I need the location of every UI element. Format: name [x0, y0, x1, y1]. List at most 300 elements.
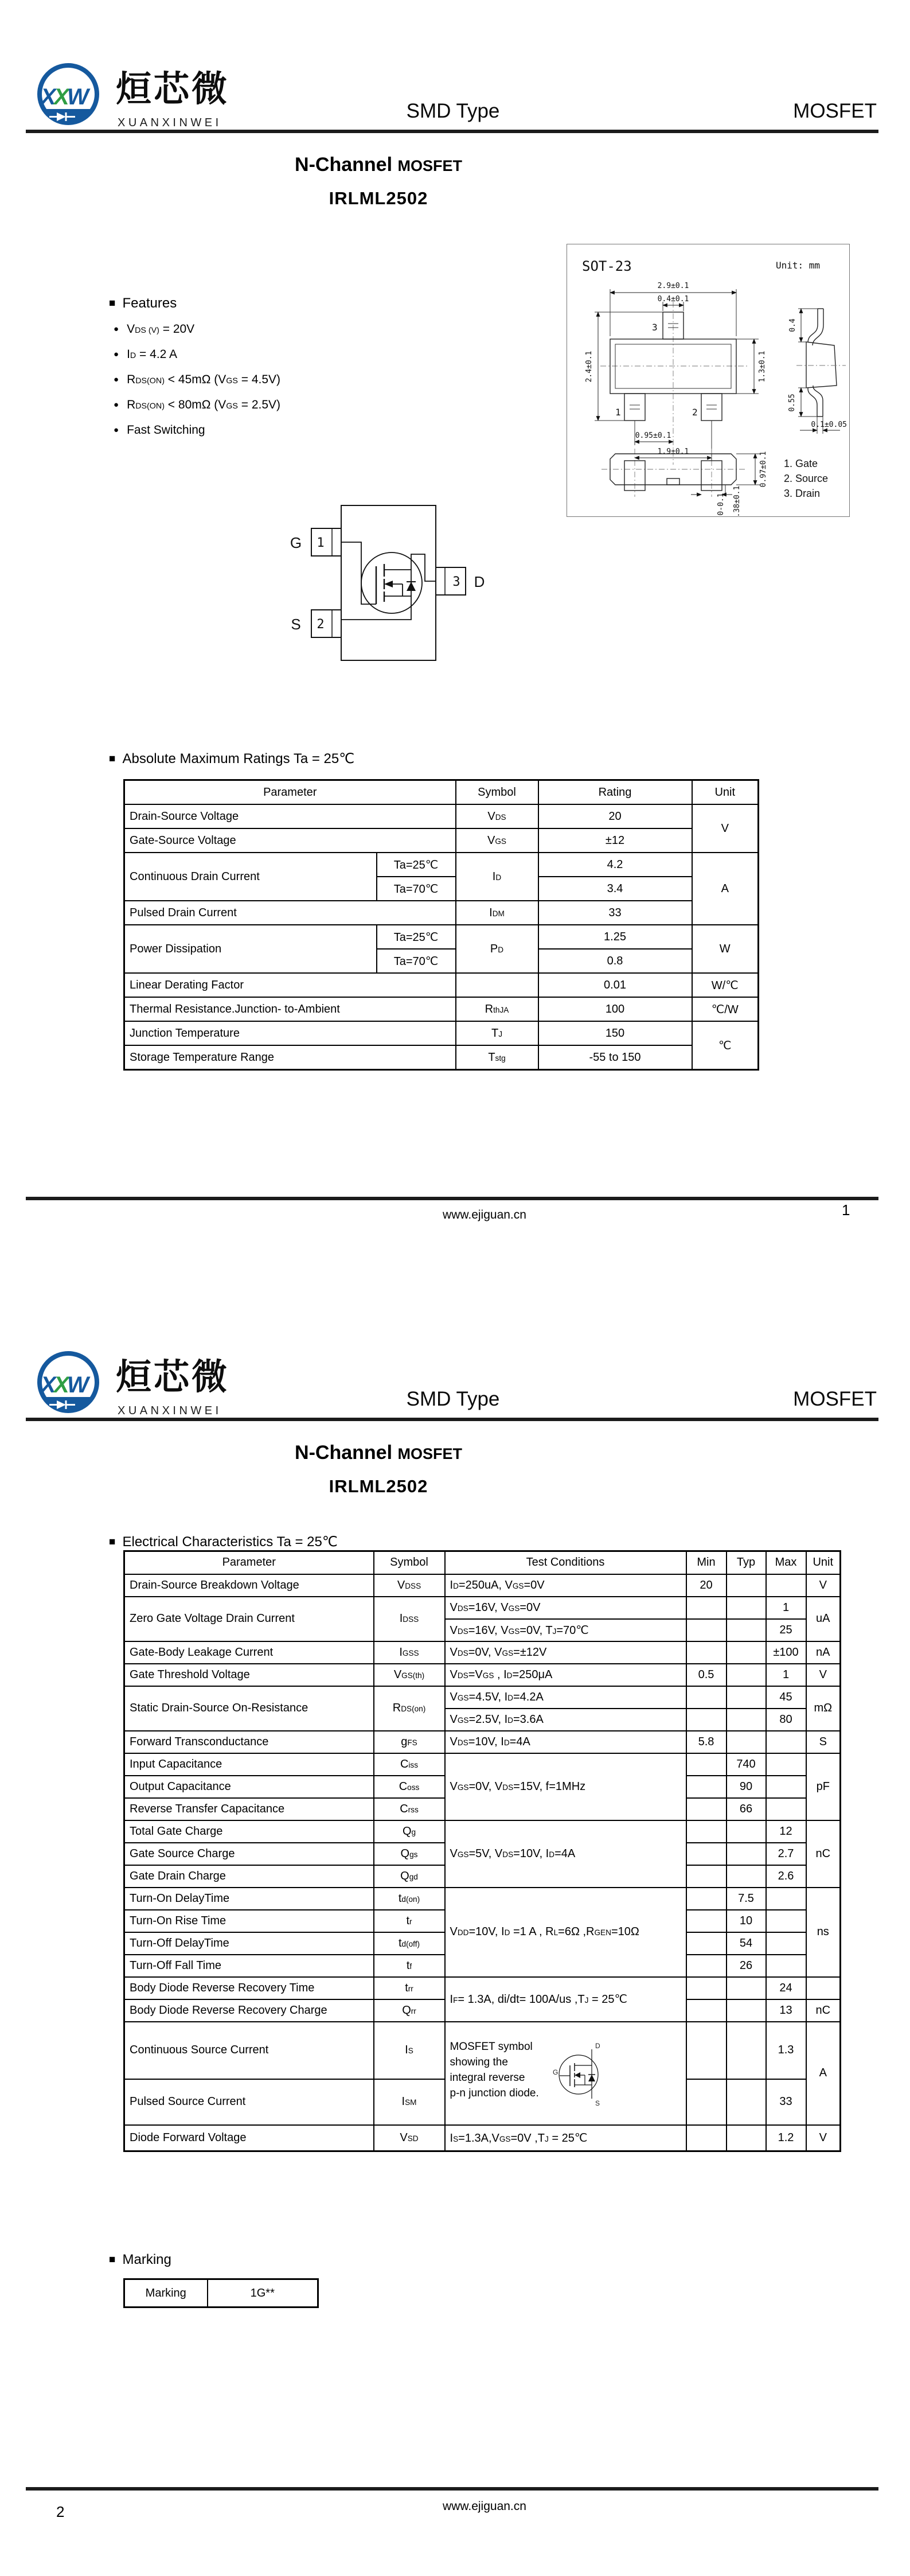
cell — [686, 1999, 727, 2022]
cell: Ciss — [374, 1753, 445, 1776]
unit-note: Unit: mm — [776, 260, 821, 271]
cell: Linear Derating Factor — [124, 973, 456, 997]
cell: W/℃ — [692, 973, 759, 997]
cell: PD — [456, 925, 538, 973]
table-row — [124, 925, 759, 949]
brand-name-en: XUANXINWEI — [118, 1404, 222, 1417]
col-unit: Unit — [692, 780, 759, 805]
dot-bullet-icon: ● — [114, 425, 119, 435]
cell: Gate Threshold Voltage — [124, 1664, 374, 1686]
header-type-label: SMD Type — [406, 100, 500, 122]
cell: Drain-Source Breakdown Voltage — [124, 1574, 374, 1597]
cell — [456, 973, 538, 997]
cell: Gate-Source Voltage — [124, 828, 456, 853]
cell: 13 — [766, 1999, 806, 2022]
header-device-label: MOSFET — [793, 1388, 877, 1410]
cell — [686, 1843, 727, 1865]
marking-heading: ■ Marking — [109, 2252, 171, 2267]
cell: 20 — [686, 1574, 727, 1597]
cell: 26 — [727, 1955, 766, 1977]
cell: Gate Drain Charge — [124, 1865, 374, 1888]
cell: 2.6 — [766, 1865, 806, 1888]
cell: 12 — [766, 1820, 806, 1843]
dim-body-inner: 1.3±0.1 — [758, 351, 767, 383]
table-row — [124, 1045, 759, 1070]
cell — [686, 1597, 727, 1619]
electrical-characteristics-table — [123, 1550, 841, 2152]
cell — [727, 2125, 766, 2151]
cell — [766, 1574, 806, 1597]
cell: V — [692, 804, 759, 853]
table-row — [124, 828, 759, 853]
package-drawing — [567, 244, 850, 517]
cell — [686, 1955, 727, 1977]
table-row — [124, 1664, 841, 1686]
cell: VDSS — [374, 1574, 445, 1597]
cell: gFS — [374, 1731, 445, 1753]
page-2 — [0, 1288, 910, 2576]
cell: S — [806, 1731, 841, 1753]
table-row — [124, 2279, 318, 2307]
cell: Reverse Transfer Capacitance — [124, 1798, 374, 1820]
drain-letter: D — [474, 573, 485, 590]
cell: ℃ — [692, 1021, 759, 1070]
cell: VGS(th) — [374, 1664, 445, 1686]
cell — [727, 1641, 766, 1664]
cell — [766, 1776, 806, 1798]
ec-heading: ■ Electrical Characteristics Ta = 25℃ — [109, 1534, 338, 1550]
cell: 80 — [766, 1709, 806, 1731]
cell — [686, 1865, 727, 1888]
dim-body-height: 2.4±0.1 — [585, 351, 593, 383]
table-row — [124, 1597, 841, 1619]
cell — [766, 1798, 806, 1820]
cell: 90 — [727, 1776, 766, 1798]
cell: Ta=70℃ — [377, 877, 456, 901]
cell — [727, 1977, 766, 1999]
side-view — [788, 309, 847, 434]
cell: 4.2 — [538, 853, 692, 877]
cell — [686, 1709, 727, 1731]
marking-value: 1G** — [208, 2279, 318, 2307]
package-name: SOT-23 — [582, 258, 632, 274]
cell: Forward Transconductance — [124, 1731, 374, 1753]
pin1-label: 1 — [317, 536, 325, 550]
footer-website: www.ejiguan.cn — [443, 2500, 526, 2513]
cell: Storage Temperature Range — [124, 1045, 456, 1070]
cell: 7.5 — [727, 1888, 766, 1910]
square-bullet-icon: ■ — [109, 2254, 116, 2266]
table-row — [124, 901, 759, 925]
cell: mΩ — [806, 1686, 841, 1731]
cell: 10 — [727, 1910, 766, 1932]
cell: trr — [374, 1977, 445, 1999]
cell: VSD — [374, 2125, 445, 2151]
mini-gate-label: G — [552, 2068, 559, 2076]
cell: 24 — [766, 1977, 806, 1999]
pin-list-item: 3. Drain — [784, 488, 821, 499]
cell: Crss — [374, 1798, 445, 1820]
cell: -55 to 150 — [538, 1045, 692, 1070]
cell — [727, 1843, 766, 1865]
bottom-view — [602, 449, 768, 516]
pin1-number: 1 — [615, 407, 621, 418]
cell: 54 — [727, 1932, 766, 1955]
cell — [727, 1999, 766, 2022]
cell: IDSS — [374, 1597, 445, 1641]
cell: 1.2 — [766, 2125, 806, 2151]
cell: ID — [456, 853, 538, 901]
mini-mosfet-symbol-icon — [547, 2039, 616, 2108]
cell: Static Drain-Source On-Resistance — [124, 1686, 374, 1731]
page-number: 1 — [842, 1201, 850, 1219]
dim-pitch: 0.95±0.1 — [635, 431, 671, 440]
header-rule — [26, 1418, 878, 1421]
source-letter: S — [291, 616, 301, 633]
cell — [686, 1753, 727, 1776]
cell: 1.25 — [538, 925, 692, 949]
cell: Body Diode Reverse Recovery Charge — [124, 1999, 374, 2022]
col-max: Max — [766, 1551, 806, 1574]
mini-drain-label: D — [595, 2041, 600, 2050]
pin-list — [784, 458, 828, 499]
cell — [766, 1753, 806, 1776]
table-row — [124, 2022, 841, 2079]
feature-item: ● Fast Switching — [114, 423, 205, 437]
cell: 100 — [538, 997, 692, 1021]
logo-letter: X — [41, 84, 56, 110]
cell: Gate Source Charge — [124, 1843, 374, 1865]
marking-table — [123, 2278, 319, 2308]
doc-title: N-Channel MOSFET — [295, 1442, 462, 1464]
col-conditions: Test Conditions — [445, 1551, 686, 1574]
cell: 3.4 — [538, 877, 692, 901]
cell — [727, 1574, 766, 1597]
cell — [727, 1731, 766, 1753]
cell — [686, 2079, 727, 2125]
cell: A — [806, 2022, 841, 2125]
table-row — [124, 1731, 841, 1753]
body-diode-note — [450, 2039, 681, 2108]
cell: Pulsed Source Current — [124, 2079, 374, 2125]
cell: Qrr — [374, 1999, 445, 2022]
cell: Turn-On Rise Time — [124, 1910, 374, 1932]
table-header-row — [124, 1551, 841, 1574]
cell — [686, 2125, 727, 2151]
header-device-label: MOSFET — [793, 100, 877, 122]
square-bullet-icon: ■ — [109, 753, 116, 765]
abs-max-ratings-table — [123, 779, 759, 1071]
cell: pF — [806, 1753, 841, 1820]
dot-bullet-icon: ● — [114, 400, 119, 410]
cell: Ta=25℃ — [377, 853, 456, 877]
cell: 0.01 — [538, 973, 692, 997]
cell: VDS=16V, VGS=0V, TJ=70℃ — [445, 1619, 686, 1641]
col-parameter: Parameter — [124, 1551, 374, 1574]
cell: IS — [374, 2022, 445, 2079]
cell — [686, 1686, 727, 1709]
brand-name-en: XUANXINWEI — [118, 116, 222, 129]
cell: nA — [806, 1641, 841, 1664]
cell: 1 — [766, 1597, 806, 1619]
page-number: 2 — [56, 2503, 65, 2520]
cell: Output Capacitance — [124, 1776, 374, 1798]
dot-bullet-icon: ● — [114, 349, 119, 359]
cell: Thermal Resistance.Junction- to-Ambient — [124, 997, 456, 1021]
logo-letter: X — [54, 84, 69, 110]
cell: Qgs — [374, 1843, 445, 1865]
dim-standoff: 0-0.1 — [717, 493, 725, 516]
cell: VDS=16V, VGS=0V — [445, 1597, 686, 1619]
cell: ±12 — [538, 828, 692, 853]
brand-name-cn: 烜芯微 — [116, 68, 230, 110]
front-view — [585, 282, 767, 465]
sot23-drawing — [567, 244, 849, 516]
pin-list-item: 2. Source — [784, 473, 829, 484]
cell: td(on) — [374, 1888, 445, 1910]
part-number: IRLML2502 — [329, 188, 428, 208]
brand-logo-icon — [33, 60, 107, 131]
cell: VDS=10V, ID=4A — [445, 1731, 686, 1753]
cell: Continuous Source Current — [124, 2022, 374, 2079]
table-row — [124, 2125, 841, 2151]
cell — [686, 1910, 727, 1932]
doc-title: N-Channel MOSFET — [295, 154, 462, 176]
cell: Continuous Drain Current — [124, 853, 377, 901]
cell: ±100 — [766, 1641, 806, 1664]
cell: ℃/W — [692, 997, 759, 1021]
cell: 33 — [538, 901, 692, 925]
dot-bullet-icon: ● — [114, 324, 119, 334]
cell: Turn-On DelayTime — [124, 1888, 374, 1910]
col-typ: Typ — [727, 1551, 766, 1574]
cell: tr — [374, 1910, 445, 1932]
cell: 66 — [727, 1798, 766, 1820]
pin2-number: 2 — [692, 407, 698, 418]
cell — [686, 1820, 727, 1843]
col-min: Min — [686, 1551, 727, 1574]
cell — [766, 1955, 806, 1977]
cell: TJ — [456, 1021, 538, 1045]
cell — [686, 1932, 727, 1955]
cell: 45 — [766, 1686, 806, 1709]
cell: ID=250uA, VGS=0V — [445, 1574, 686, 1597]
cell: Pulsed Drain Current — [124, 901, 456, 925]
gate-letter: G — [290, 534, 302, 551]
cell: 33 — [766, 2079, 806, 2125]
cell — [806, 1977, 841, 1999]
table-row — [124, 1820, 841, 1843]
cell: V — [806, 2125, 841, 2151]
cell: 740 — [727, 1753, 766, 1776]
feature-item: ● RDS(ON) < 45mΩ (VGS = 4.5V) — [114, 373, 281, 386]
cell: Ta=70℃ — [377, 949, 456, 973]
cell — [727, 1597, 766, 1619]
dim-pad: 0.38±0.1 — [733, 485, 741, 516]
cell: Tstg — [456, 1045, 538, 1070]
cell — [686, 1798, 727, 1820]
dim-span: 1.9±0.1 — [657, 448, 689, 456]
mini-source-label: S — [595, 2099, 600, 2107]
header-type-label: SMD Type — [406, 1388, 500, 1410]
cell — [686, 1977, 727, 1999]
cell — [445, 2022, 686, 2125]
part-number: IRLML2502 — [329, 1476, 428, 1496]
dim-body-width: 2.9±0.1 — [657, 282, 689, 290]
dim-bottom-body: 0.97±0.1 — [759, 451, 768, 488]
pinout-diagram — [275, 497, 487, 669]
cell — [727, 1820, 766, 1843]
table-row — [124, 804, 759, 828]
table-row — [124, 853, 759, 877]
marking-label: Marking — [124, 2279, 208, 2307]
col-unit: Unit — [806, 1551, 841, 1574]
cell: VDD=10V, ID =1 A , RL=6Ω ,RGEN=10Ω — [445, 1888, 686, 1977]
cell: VGS=0V, VDS=15V, f=1MHz — [445, 1753, 686, 1820]
cell — [727, 2079, 766, 2125]
table-row — [124, 973, 759, 997]
table-row — [124, 1641, 841, 1664]
cell — [727, 1619, 766, 1641]
col-symbol: Symbol — [456, 780, 538, 805]
cell: VDS=VGS , ID=250μA — [445, 1664, 686, 1686]
cell — [727, 1865, 766, 1888]
cell: ISM — [374, 2079, 445, 2125]
cell — [766, 1731, 806, 1753]
cell: W — [692, 925, 759, 973]
cell: IGSS — [374, 1641, 445, 1664]
col-parameter: Parameter — [124, 780, 456, 805]
cell: IDM — [456, 901, 538, 925]
cell: 25 — [766, 1619, 806, 1641]
cell: RDS(on) — [374, 1686, 445, 1731]
cell — [766, 1888, 806, 1910]
cell: Total Gate Charge — [124, 1820, 374, 1843]
cell — [727, 2022, 766, 2079]
cell: Qg — [374, 1820, 445, 1843]
table-row — [124, 1888, 841, 1910]
cell — [686, 2022, 727, 2079]
logo-letter: X — [54, 1372, 69, 1398]
cell: Coss — [374, 1776, 445, 1798]
cell: Drain-Source Voltage — [124, 804, 456, 828]
cell: 20 — [538, 804, 692, 828]
dim-pin-width: 0.4±0.1 — [657, 295, 689, 303]
cell: IS=1.3A,VGS=0V ,TJ = 25℃ — [445, 2125, 686, 2151]
cell: td(off) — [374, 1932, 445, 1955]
cell: 150 — [538, 1021, 692, 1045]
col-symbol: Symbol — [374, 1551, 445, 1574]
cell: V — [806, 1664, 841, 1686]
square-bullet-icon: ■ — [109, 297, 116, 309]
cell: Ta=25℃ — [377, 925, 456, 949]
cell: Input Capacitance — [124, 1753, 374, 1776]
cell: V — [806, 1574, 841, 1597]
logo-letter: W — [67, 84, 89, 110]
table-header-row — [124, 780, 759, 805]
cell: 1.3 — [766, 2022, 806, 2079]
cell — [686, 1619, 727, 1641]
table-row — [124, 1686, 841, 1709]
cell — [766, 1910, 806, 1932]
footer-rule — [26, 2487, 878, 2491]
pin-list-item: 1. Gate — [784, 458, 818, 469]
cell — [686, 1888, 727, 1910]
cell: IF= 1.3A, di/dt= 100A/us ,TJ = 25℃ — [445, 1977, 686, 2022]
cell: Gate-Body Leakage Current — [124, 1641, 374, 1664]
pin3-label: 3 — [452, 575, 460, 589]
table-row — [124, 1977, 841, 1999]
amr-heading: ■ Absolute Maximum Ratings Ta = 25℃ — [109, 751, 355, 766]
cell: Power Dissipation — [124, 925, 377, 973]
features-heading: ■ Features — [109, 295, 177, 311]
cell: 2.7 — [766, 1843, 806, 1865]
dim-lead-thickness: 0.1±0.05 — [811, 421, 847, 429]
note-text: MOSFET symbol showing the integral reverse p-n junction diode. — [450, 2040, 539, 2099]
cell: uA — [806, 1597, 841, 1641]
cell: VGS=2.5V, ID=3.6A — [445, 1709, 686, 1731]
feature-item: ● ID = 4.2 A — [114, 348, 178, 361]
footer-website: www.ejiguan.cn — [443, 1208, 526, 1221]
cell: 0.8 — [538, 949, 692, 973]
table-row — [124, 1021, 759, 1045]
table-row — [124, 1753, 841, 1776]
logo-letter: X — [41, 1372, 56, 1398]
table-row — [124, 1574, 841, 1597]
brand-logo-icon — [33, 1348, 107, 1419]
cell: 1 — [766, 1664, 806, 1686]
feature-item: ● RDS(ON) < 80mΩ (VGS = 2.5V) — [114, 398, 281, 411]
cell: 5.8 — [686, 1731, 727, 1753]
footer-rule — [26, 1197, 878, 1200]
cell: Zero Gate Voltage Drain Current — [124, 1597, 374, 1641]
cell: RthJA — [456, 997, 538, 1021]
header-rule — [26, 130, 878, 133]
dim-lead-bottom: 0.55 — [788, 394, 796, 412]
cell: VGS — [456, 828, 538, 853]
cell — [727, 1709, 766, 1731]
cell: 0.5 — [686, 1664, 727, 1686]
cell: VDS=0V, VGS=±12V — [445, 1641, 686, 1664]
cell — [686, 1641, 727, 1664]
cell — [766, 1932, 806, 1955]
cell: A — [692, 853, 759, 925]
cell — [686, 1776, 727, 1798]
cell: VGS=5V, VDS=10V, ID=4A — [445, 1820, 686, 1888]
cell: Turn-Off Fall Time — [124, 1955, 374, 1977]
cell: nC — [806, 1999, 841, 2022]
brand-name-cn: 烜芯微 — [116, 1356, 230, 1398]
feature-item: ● VDS (V) = 20V — [114, 322, 195, 336]
cell: Qgd — [374, 1865, 445, 1888]
table-row — [124, 997, 759, 1021]
cell: VGS=4.5V, ID=4.2A — [445, 1686, 686, 1709]
cell: tf — [374, 1955, 445, 1977]
pin2-label: 2 — [317, 617, 325, 632]
cell: VDS — [456, 804, 538, 828]
cell: nC — [806, 1820, 841, 1888]
dim-lead-top: 0.4 — [788, 318, 797, 332]
cell — [727, 1686, 766, 1709]
cell: Junction Temperature — [124, 1021, 456, 1045]
mosfet-symbol — [341, 542, 436, 620]
dot-bullet-icon: ● — [114, 375, 119, 384]
cell: ns — [806, 1888, 841, 1977]
square-bullet-icon: ■ — [109, 1536, 116, 1548]
cell: Turn-Off DelayTime — [124, 1932, 374, 1955]
logo-letter: W — [67, 1372, 89, 1398]
pin3-number: 3 — [652, 322, 658, 333]
